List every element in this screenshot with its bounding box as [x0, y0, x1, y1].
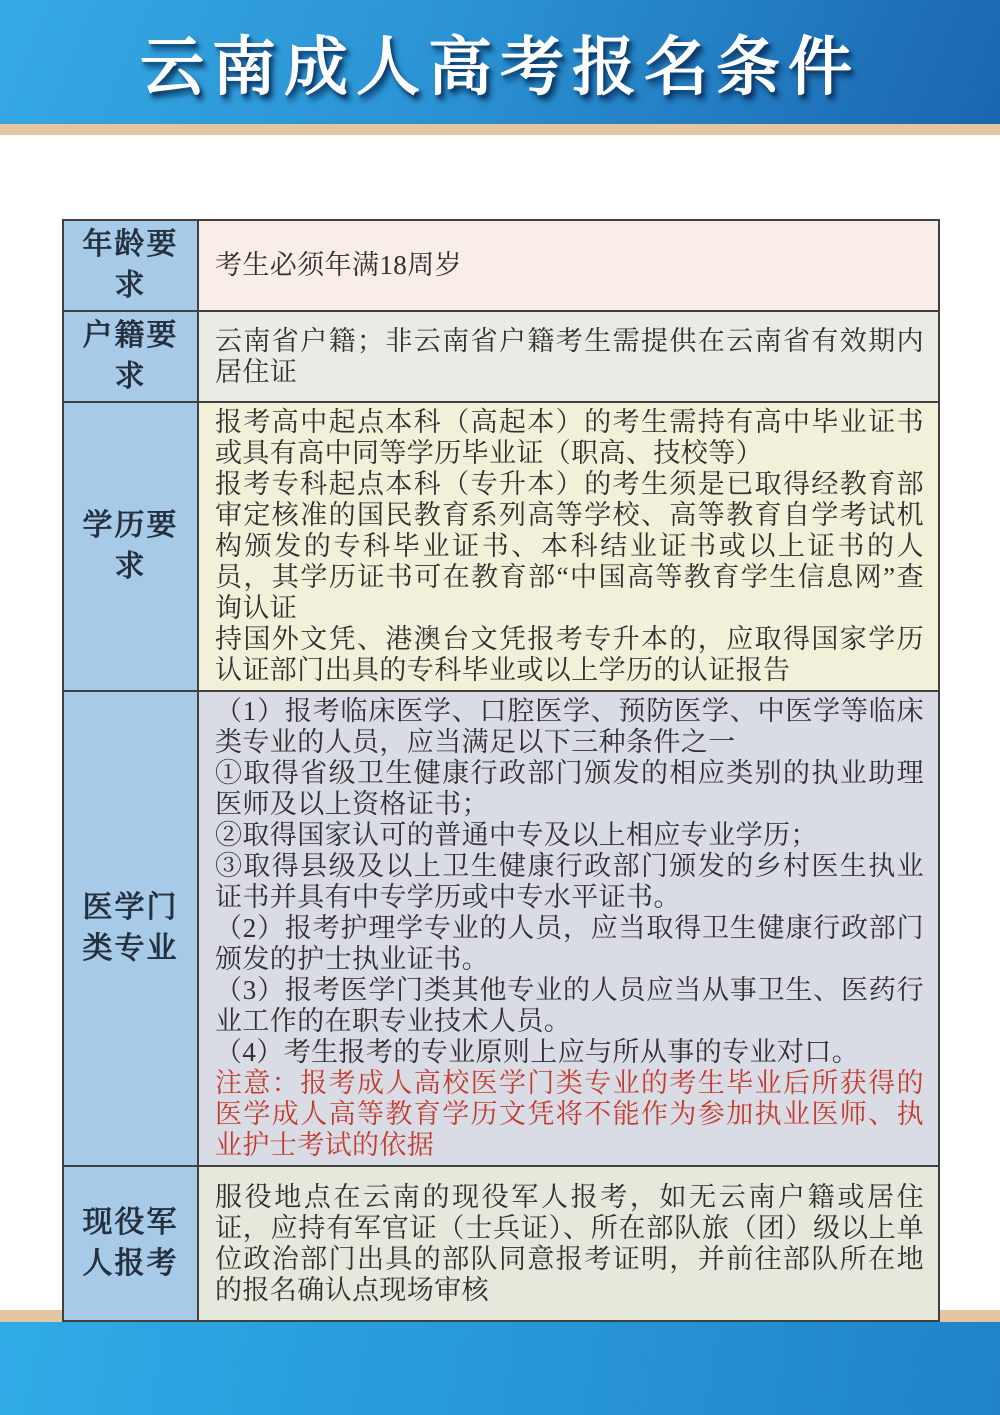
row-label-residency: 户籍要求	[64, 312, 199, 401]
requirement-text: 考生必须年满18周岁	[215, 250, 462, 280]
requirement-text: （4）考生报考的专业原则上应与所从事的专业对口。	[215, 1037, 860, 1067]
content-area	[0, 135, 1000, 1310]
row-content-education	[199, 403, 938, 690]
row-label-education: 学历要求	[64, 403, 199, 690]
requirement-text: 服役地点在云南的现役军人报考，如无云南户籍或居住证，应持有军官证（士兵证）、所在部队旅（团）级以上单位政治部门出具的部队同意报考证明，并前往部队所在地的报名确认点现场审核	[215, 1181, 924, 1305]
row-label-military: 现役军人报考	[64, 1167, 199, 1320]
requirement-text: ②取得国家认可的普通中专及以上相应专业学历；	[215, 820, 818, 850]
requirement-text: ③取得县级及以上卫生健康行政部门颁发的乡村医生执业证书并具有中专学历或中专水平证书。	[215, 851, 924, 912]
requirement-text: 云南省户籍；非云南省户籍考生需提供在云南省有效期内居住证	[215, 325, 924, 387]
requirement-text: ①取得省级卫生健康行政部门颁发的相应类别的执业助理医师及以上资格证书；	[215, 758, 924, 819]
requirement-text: 报考专科起点本科（专升本）的考生须是已取得经教育部审定核准的国民教育系列高等学校、高等教育自学考试机构颁发的专科毕业证书、本科结业证书或以上证书的人员，其学历证书可在教育部“中国高等教育学生信息网”查询认证	[215, 469, 924, 623]
footer-banner	[0, 1322, 1000, 1415]
requirement-text: 持国外文凭、港澳台文凭报考专升本的，应取得国家学历认证部门出具的专科毕业或以上学历的认证报告	[215, 624, 924, 685]
table-row-education	[64, 403, 938, 692]
header-divider	[0, 124, 1000, 135]
row-label-age: 年龄要求	[64, 221, 199, 310]
warning-note: 注意：报考成人高校医学门类专业的考生毕业后所获得的医学成人高等教育学历文凭将不能作为参加执业医师、执业护士考试的依据	[215, 1068, 924, 1160]
row-content-age	[199, 221, 938, 310]
table-row-age	[64, 221, 938, 312]
header-banner	[0, 0, 1000, 124]
table-row-residency	[64, 312, 938, 403]
row-content-military	[199, 1167, 938, 1320]
requirement-text: （3）报考医学门类其他专业的人员应当从事卫生、医药行业工作的在职专业技术人员。	[215, 975, 924, 1036]
row-content-medical	[199, 692, 938, 1165]
row-content-residency	[199, 312, 938, 401]
page-title: 云南成人高考报名条件	[140, 32, 860, 103]
requirement-text: （1）报考临床医学、口腔医学、预防医学、中医学等临床类专业的人员，应当满足以下三种条件之一	[215, 696, 924, 757]
requirement-text: 报考高中起点本科（高起本）的考生需持有高中毕业证书或具有高中同等学历毕业证（职高、技校等）	[215, 407, 924, 468]
requirement-text: （2）报考护理学专业的人员，应当取得卫生健康行政部门颁发的护士执业证书。	[215, 913, 924, 974]
table-row-military	[64, 1167, 938, 1320]
row-label-medical: 医学门类专业	[64, 692, 199, 1165]
requirements-table	[62, 219, 940, 1322]
table-row-medical	[64, 692, 938, 1167]
